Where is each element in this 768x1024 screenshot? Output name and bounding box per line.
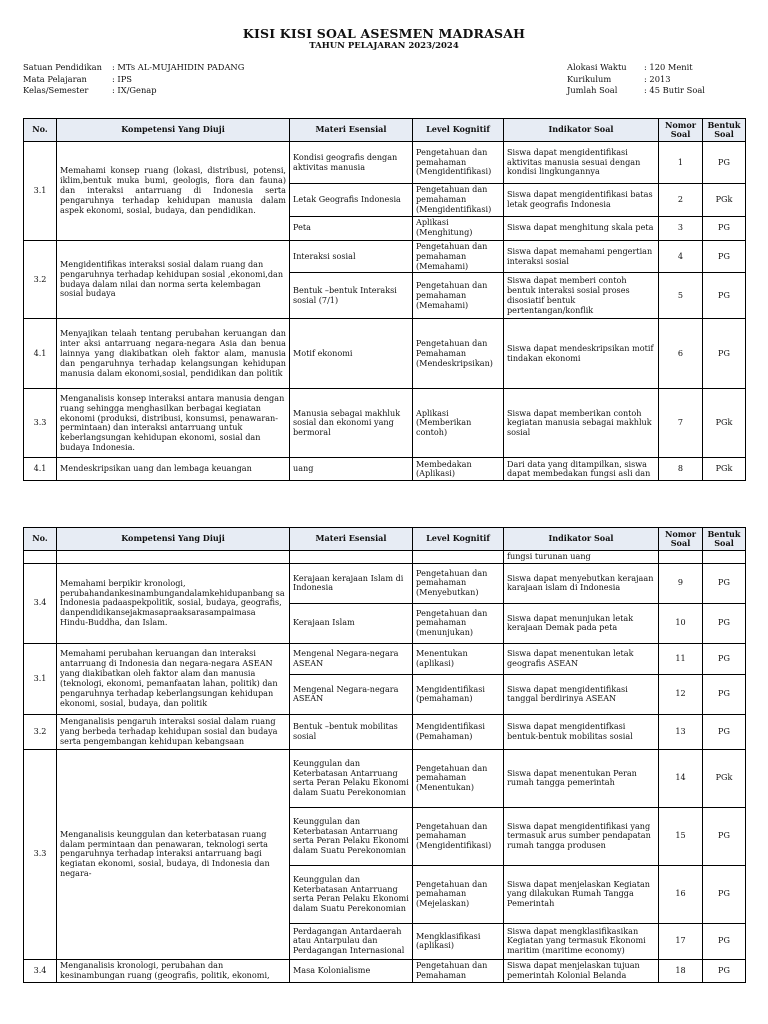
materi-cell: uang — [290, 458, 413, 481]
kompetensi-text: Memahami konsep ruang (lokasi, distribusi, potensi, iklim,bentuk muka bumi, geologis, flora dan fauna) dan interaksi antarruang di Indonesia serta pengaruhnya terhadap kehidupan manusia dalam aspek ekonomi, sosial, budaya, dan pendidikan. — [57, 142, 290, 241]
indikator-cell: fungsi turunan uang — [504, 551, 659, 564]
indikator-cell: Siswa dapat menjelaskan tujuan pemerintah Kolonial Belanda — [504, 959, 659, 982]
document-subtitle: TAHUN PELAJARAN 2023/2024 — [309, 41, 459, 51]
meta-right — [567, 62, 705, 97]
materi-cell: Bentuk –bentuk mobilitas sosial — [290, 714, 413, 749]
indikator-cell: Siswa dapat menunjukan letak kerajaan Demak pada peta — [504, 603, 659, 643]
materi-cell: Keunggulan dan Keterbatasan Antarruang serta Peran Pelaku Ekonomi dalam Suatu Perekonomian — [290, 865, 413, 923]
kompetensi-text: Menganalisis keunggulan dan keterbatasan ruang dalam permintaan dan penawaran, teknologi serta pengaruhnya terhadap interaksi antarruang bagi kegiatan ekonomi, sosial, budaya, di Indonesia dan negara- — [57, 749, 290, 959]
indikator-cell: Siswa dapat menentukan Peran rumah tangga pemerintah — [504, 749, 659, 807]
col-level: Level Kognitif — [413, 119, 504, 142]
nomor-cell: 1 — [659, 142, 703, 184]
level-cell: Pengetahuan dan pemahaman (Memahami) — [413, 240, 504, 273]
level-cell: Membedakan (Aplikasi) — [413, 458, 504, 481]
meta-alokasi: Alokasi Waktu : 120 Menit — [567, 62, 693, 72]
materi-cell: Letak Geografis Indonesia — [290, 184, 413, 217]
indikator-cell: Siswa dapat mengidentifikasi aktivitas manusia sesuai dengan kondisi lingkungannya — [504, 142, 659, 184]
materi-cell: Kerajaan kerajaan Islam di Indonesia — [290, 563, 413, 603]
kompetensi-text: Mengidentifikas interaksi sosial dalam ruang dan pengaruhnya terhadap kehidupan sosial ,ekonomi,dan budaya dalam nilai dan norma serta kelembagan sosial budaya — [57, 240, 290, 319]
col-kompetensi: Kompetensi Yang Diuji — [57, 119, 290, 142]
kd-number: 3.2 — [24, 240, 57, 319]
level-cell: Pengetahuan dan pemahaman (Mengidentifikasi) — [413, 807, 504, 865]
indikator-cell: Siswa dapat mengidentifikasi tanggal berdirinya ASEAN — [504, 674, 659, 714]
col-nomor: Nomor Soal — [659, 528, 703, 551]
meta-left — [23, 62, 244, 97]
level-cell: Pengetahuan dan pemahaman (Mengidentifikasi) — [413, 184, 504, 217]
col-no: No. — [24, 528, 57, 551]
materi-cell: Keunggulan dan Keterbatasan Antarruang serta Peran Pelaku Ekonomi dalam Suatu Perekonomian — [290, 807, 413, 865]
indikator-cell: Siswa dapat mengidentifikasi batas letak geografis Indonesia — [504, 184, 659, 217]
bentuk-cell: PG — [703, 319, 746, 389]
nomor-cell: 9 — [659, 563, 703, 603]
level-cell: Pengetahuan dan pemahaman (Mejelaskan) — [413, 865, 504, 923]
kd-number: 3.4 — [24, 563, 57, 643]
table-row — [24, 458, 746, 481]
kisi-table-1 — [23, 118, 746, 481]
nomor-cell: 14 — [659, 749, 703, 807]
bentuk-cell: PGk — [703, 184, 746, 217]
bentuk-cell: PG — [703, 807, 746, 865]
nomor-cell: 7 — [659, 389, 703, 458]
table-row — [24, 643, 746, 674]
level-cell: Pengetahuan dan pemahaman (menunjukan) — [413, 603, 504, 643]
kd-number: 3.2 — [24, 714, 57, 749]
materi-cell: Motif ekonomi — [290, 319, 413, 389]
table-row — [24, 389, 746, 458]
level-cell: Mengidentifikasi (pemahaman) — [413, 674, 504, 714]
bentuk-cell: PG — [703, 603, 746, 643]
meta-kelas: Kelas/Semester : IX/Genap — [23, 85, 157, 95]
bentuk-cell: PG — [703, 142, 746, 184]
indikator-cell: Dari data yang ditampilkan, siswa dapat membedakan fungsi asli dan — [504, 458, 659, 481]
kompetensi-text: Menganalisis konsep interaksi antara manusia dengan ruang sehingga menghasilkan berbagai kegiatan ekonomi (produksi, distribusi, konsumsi, penawaran- permintaan) dan interaksi antarruang untuk keberlangsungan kehidupan ekonomi, sosial dan budaya Indonesia. — [57, 389, 290, 458]
col-kompetensi: Kompetensi Yang Diuji — [57, 528, 290, 551]
nomor-cell: 5 — [659, 273, 703, 319]
level-cell: Pengetahuan dan Pemahaman (Mendeskripsikan) — [413, 319, 504, 389]
table-row — [24, 319, 746, 389]
indikator-cell: Siswa dapat mendeskripsikan motif tindakan ekonomi — [504, 319, 659, 389]
bentuk-cell: PG — [703, 714, 746, 749]
kompetensi-text: Memahami perubahan keruangan dan interaksi antarruang di Indonesia dan negara-negara ASEAN yang diakibatkan oleh faktor alam dan manusia (teknologi, ekonomi, pemanfaatan lahan, politik) dan pengaruhnya terhadap keberlangsungan kehidupan ekonomi, sosial, budaya, dan politik — [57, 643, 290, 714]
nomor-cell: 12 — [659, 674, 703, 714]
col-nomor: Nomor Soal — [659, 119, 703, 142]
table-row — [24, 240, 746, 273]
materi-cell: Kerajaan Islam — [290, 603, 413, 643]
kisi-table-2 — [23, 527, 746, 983]
nomor-cell: 10 — [659, 603, 703, 643]
nomor-cell: 16 — [659, 865, 703, 923]
level-cell: Pengetahuan dan Pemahaman — [413, 959, 504, 982]
materi-cell: Keunggulan dan Keterbatasan Antarruang serta Peran Pelaku Ekonomi dalam Suatu Perekonomian — [290, 749, 413, 807]
materi-cell: Peta — [290, 216, 413, 240]
level-cell: Pengetahuan dan pemahaman (Menentukan) — [413, 749, 504, 807]
meta-satuan: Satuan Pendidikan : MTs AL-MUJAHIDIN PADANG — [23, 62, 245, 72]
indikator-cell: Siswa dapat mengklasifikasikan Kegiatan yang termasuk Ekonomi maritim (maritime economy) — [504, 923, 659, 959]
materi-cell: Interaksi sosial — [290, 240, 413, 273]
kd-number: 3.1 — [24, 643, 57, 714]
kompetensi-text: Menganalisis kronologi, perubahan dan kesinambungan ruang (geografis, politik, ekonomi, — [57, 959, 290, 982]
materi-cell: Bentuk –bentuk Interaksi sosial (7/1) — [290, 273, 413, 319]
bentuk-cell: PGk — [703, 389, 746, 458]
bentuk-cell: PG — [703, 216, 746, 240]
nomor-cell: 13 — [659, 714, 703, 749]
indikator-cell: Siswa dapat mengidentifikasi yang termasuk arus sumber pendapatan rumah tangga produsen — [504, 807, 659, 865]
meta-mapel: Mata Pelajaran : IPS — [23, 73, 132, 84]
table-row — [24, 959, 746, 982]
kompetensi-text: Menganalisis pengaruh interaksi sosial dalam ruang yang berbeda terhadap kehidupan sosial dan budaya serta pengembangan kehidupan kebangsaan — [57, 714, 290, 749]
bentuk-cell: PG — [703, 643, 746, 674]
kd-number: 4.1 — [24, 319, 57, 389]
col-indikator: Indikator Soal — [504, 528, 659, 551]
nomor-cell: 3 — [659, 216, 703, 240]
meta-jumlah: Jumlah Soal : 45 Butir Soal — [567, 85, 705, 95]
col-level: Level Kognitif — [413, 528, 504, 551]
materi-cell: Mengenal Negara-negara ASEAN — [290, 674, 413, 714]
bentuk-cell: PG — [703, 865, 746, 923]
bentuk-cell: PG — [703, 240, 746, 273]
indikator-cell: Siswa dapat menyebutkan kerajaan karajaan islam di Indonesia — [504, 563, 659, 603]
level-cell: Pengetahuan dan pemahaman (Memahami) — [413, 273, 504, 319]
bentuk-cell: PGk — [703, 749, 746, 807]
col-materi: Materi Esensial — [290, 119, 413, 142]
nomor-cell: 2 — [659, 184, 703, 217]
level-cell: Pengetahuan dan pemahaman (Menyebutkan) — [413, 563, 504, 603]
bentuk-cell: PG — [703, 674, 746, 714]
bentuk-cell: PG — [703, 563, 746, 603]
level-cell: Mengidentifikasi (Pemahaman) — [413, 714, 504, 749]
nomor-cell: 17 — [659, 923, 703, 959]
document-title: KISI KISI SOAL ASESMEN MADRASAH — [242, 26, 526, 41]
level-cell: Menentukan (aplikasi) — [413, 643, 504, 674]
table-row — [24, 714, 746, 749]
nomor-cell: 15 — [659, 807, 703, 865]
level-cell: Pengetahuan dan pemahaman (Mengidentifikasi) — [413, 142, 504, 184]
indikator-cell: Siswa dapat memberi contoh bentuk interaksi sosial proses disosiatif bentuk pertentangan/konflik — [504, 273, 659, 319]
materi-cell: Kondisi geografis dengan aktivitas manusia — [290, 142, 413, 184]
indikator-cell: Siswa dapat menghitung skala peta — [504, 216, 659, 240]
nomor-cell: 6 — [659, 319, 703, 389]
materi-cell: Masa Kolonialisme — [290, 959, 413, 982]
kd-number: 3.3 — [24, 749, 57, 959]
materi-cell: Manusia sebagai makhluk sosial dan ekonomi yang bermoral — [290, 389, 413, 458]
indikator-cell: Siswa dapat menjelaskan Kegiatan yang dilakukan Rumah Tangga Pemerintah — [504, 865, 659, 923]
indikator-cell: Siswa dapat memberikan contoh kegiatan manusia sebagai makhluk sosial — [504, 389, 659, 458]
table-row-continued — [24, 551, 746, 564]
table-row — [24, 749, 746, 807]
materi-cell: Perdagangan Antardaerah atau Antarpulau dan Perdagangan Internasional — [290, 923, 413, 959]
col-bentuk: Bentuk Soal — [703, 119, 746, 142]
nomor-cell: 11 — [659, 643, 703, 674]
table-header-row — [24, 528, 746, 551]
kompetensi-text: Memahami berpikir kronologi, perubahandankesinambungandalamkehidupanbang sa Indonesia padaaspekpolitik, sosial, budaya, geografis, danpendidikansejakmasapraaksarasampaimasa Hindu-Buddha, dan Islam. — [57, 563, 290, 643]
table-row — [24, 142, 746, 184]
col-no: No. — [24, 119, 57, 142]
col-bentuk: Bentuk Soal — [703, 528, 746, 551]
level-cell: Mengklasifikasi (aplikasi) — [413, 923, 504, 959]
meta-kurikulum: Kurikulum : 2013 — [567, 73, 671, 84]
indikator-cell: Siswa dapat menentukan letak geografis ASEAN — [504, 643, 659, 674]
kompetensi-text: Menyajikan telaah tentang perubahan keruangan dan inter aksi antarruang negara-negara Asia dan benua lainnya yang diakibatkan oleh faktor alam, manusia dan pengaruhnya terhadap kelangsungan kehidupan manusia dalam ekonomi,sosial, pendidikan dan politik — [57, 319, 290, 389]
col-indikator: Indikator Soal — [504, 119, 659, 142]
nomor-cell: 8 — [659, 458, 703, 481]
nomor-cell: 4 — [659, 240, 703, 273]
table-header-row — [24, 119, 746, 142]
kd-number: 4.1 — [24, 458, 57, 481]
kompetensi-text: Mendeskripsikan uang dan lembaga keuangan — [57, 458, 290, 481]
bentuk-cell: PG — [703, 923, 746, 959]
indikator-cell: Siswa dapat memahami pengertian interaksi sosial — [504, 240, 659, 273]
materi-cell: Mengenal Negara-negara ASEAN — [290, 643, 413, 674]
kd-number: 3.4 — [24, 959, 57, 982]
nomor-cell: 18 — [659, 959, 703, 982]
bentuk-cell: PG — [703, 273, 746, 319]
level-cell: Aplikasi (Menghitung) — [413, 216, 504, 240]
col-materi: Materi Esensial — [290, 528, 413, 551]
level-cell: Aplikasi (Memberikan contoh) — [413, 389, 504, 458]
bentuk-cell: PG — [703, 959, 746, 982]
kd-number: 3.1 — [24, 142, 57, 241]
kd-number: 3.3 — [24, 389, 57, 458]
bentuk-cell: PGk — [703, 458, 746, 481]
table-row — [24, 563, 746, 603]
indikator-cell: Siswa dapat mengidentifkasi bentuk-bentuk mobilitas sosial — [504, 714, 659, 749]
